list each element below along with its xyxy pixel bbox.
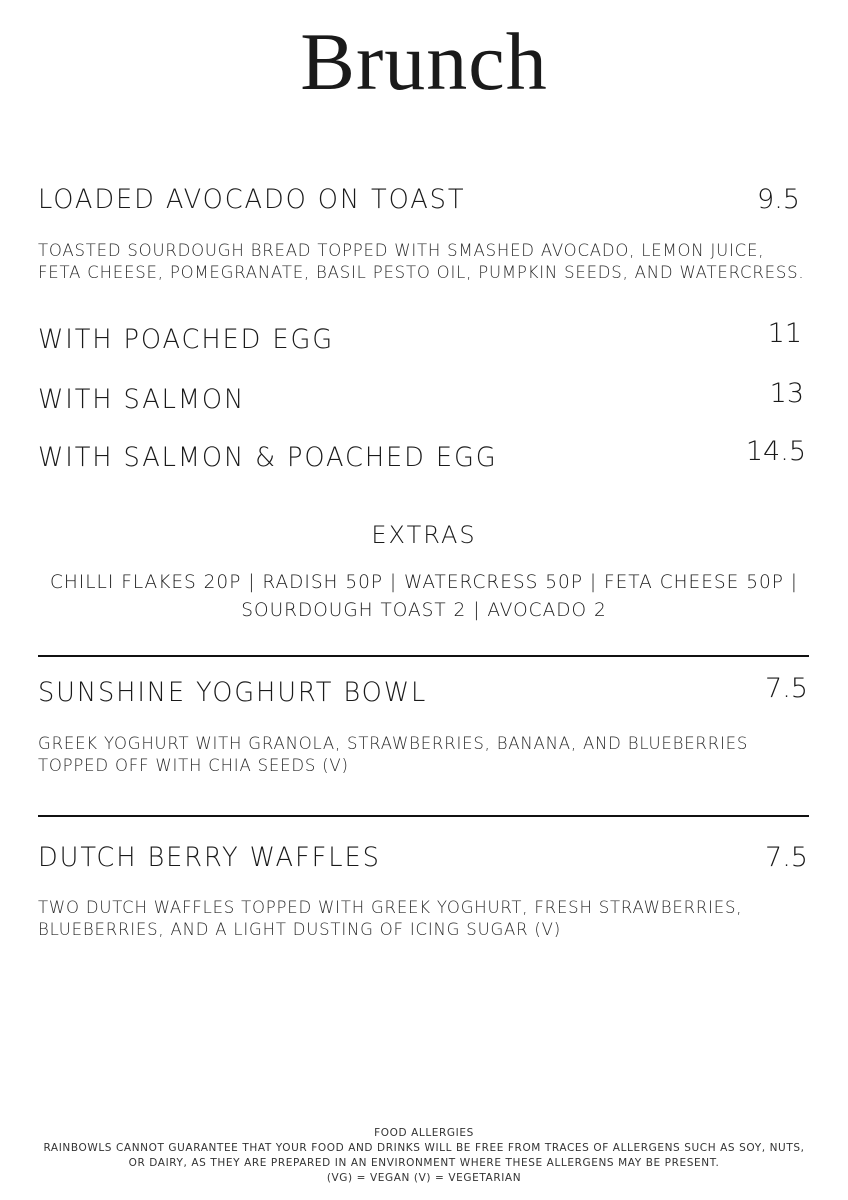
menu-item-dutch-berry-waffles [38,842,808,874]
allergy-heading: FOOD ALLERGIES [374,1127,474,1139]
allergy-text: RAINBOWLS CANNOT GUARANTEE THAT YOUR FOOD AND DRINKS WILL BE FREE FROM TRACES OF ALLERGENS SUCH AS SOY, NUTS, [43,1142,805,1154]
extras-line: CHILLI FLAKES 20P | RADISH 50P | WATERCRESS 50P | FETA CHEESE 50P | [49,572,799,593]
item-name: DUTCH BERRY WAFFLES [38,842,381,873]
item-price: 13 [769,378,804,409]
allergy-text: OR DAIRY, AS THEY ARE PREPARED IN AN ENVIRONMENT WHERE THESE ALLERGENS MAY BE PRESENT. [128,1157,720,1169]
menu-item-with-poached-egg [38,318,808,356]
item-name: WITH SALMON [38,384,246,415]
item-price: 7.5 [765,673,808,704]
item-description: TOASTED SOURDOUGH BREAD TOPPED WITH SMASHED AVOCADO, LEMON JUICE, FETA CHEESE, POMEGRANATE, BASIL PESTO OIL, PUMPKIN SEEDS, AND WATERCRESS. [38,241,805,282]
item-price: 11 [767,318,802,349]
section-divider [38,655,809,657]
section-divider [38,815,809,817]
item-name: WITH SALMON & POACHED EGG [38,442,498,473]
item-name: WITH POACHED EGG [38,324,335,355]
extras-line: SOURDOUGH TOAST 2 | AVOCADO 2 [241,600,607,621]
item-description: TWO DUTCH WAFFLES TOPPED WITH GREEK YOGHURT, FRESH STRAWBERRIES, BLUEBERRIES, AND A LIGHT DUSTING OF ICING SUGAR (V) [38,898,743,939]
diet-legend: (VG) = VEGAN (V) = VEGETARIAN [326,1172,522,1184]
menu-item-sunshine-yoghurt-bowl [38,673,808,709]
item-price: 9.5 [757,184,800,215]
menu-item-with-salmon-poached-egg [38,436,808,474]
item-name: LOADED AVOCADO ON TOAST [38,184,466,215]
extras-list [40,569,808,625]
menu-item-with-salmon [38,378,808,416]
item-name: SUNSHINE YOGHURT BOWL [38,677,428,708]
item-price: 7.5 [765,842,808,873]
extras-title: EXTRAS [371,521,477,549]
item-description: GREEK YOGHURT WITH GRANOLA, STRAWBERRIES, BANANA, AND BLUEBERRIES TOPPED OFF WITH CHIA SEEDS (V) [38,734,749,775]
item-price: 14.5 [745,436,806,467]
menu-item-loaded-avocado [38,184,808,216]
allergy-notice [20,1126,828,1186]
page-title: Brunch [300,16,548,107]
